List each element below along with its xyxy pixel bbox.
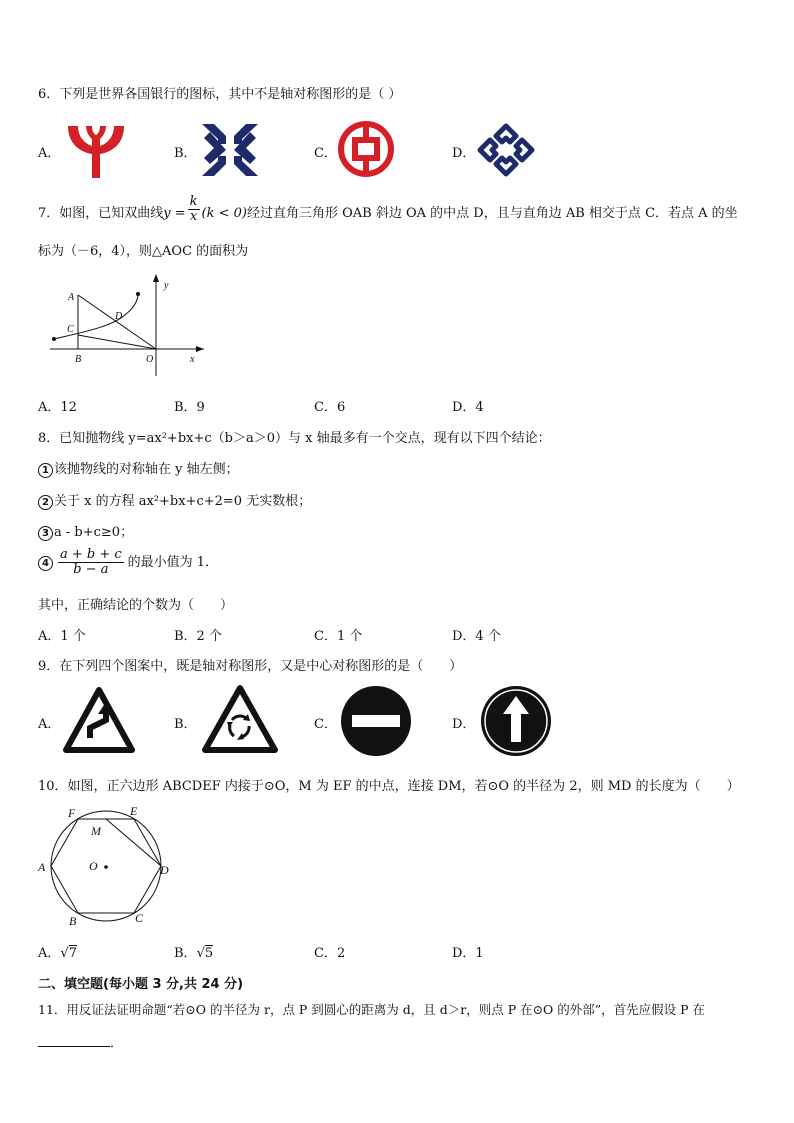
q7-formula-k: k bbox=[189, 194, 198, 209]
q8-conclusion-2 bbox=[38, 490, 311, 510]
bank-logo-b-icon bbox=[200, 122, 260, 178]
q10-label-e: E bbox=[130, 804, 138, 818]
q7-formula-y: y = bbox=[163, 206, 186, 221]
q10-segment-md bbox=[106, 819, 161, 866]
q6-option-c[interactable]: C． bbox=[314, 146, 337, 161]
q8-question: 其中，正确结论的个数为（ ） bbox=[38, 598, 234, 613]
bank-logo-c-icon bbox=[338, 121, 394, 177]
q10-option-c[interactable]: C．2 bbox=[314, 946, 346, 961]
q7-label-c: C bbox=[67, 324, 74, 335]
q10-label-m: M bbox=[91, 824, 101, 838]
q8-c3-text: a - b+c≥0； bbox=[54, 525, 134, 540]
q7-formula-cond: (k < 0) bbox=[201, 206, 247, 221]
q10-label-a: A bbox=[38, 860, 46, 874]
q7-stem-a: 7．如图，已知双曲线 bbox=[38, 206, 164, 221]
q6-option-a[interactable]: A． bbox=[38, 146, 61, 161]
section-heading: 二、填空题(每小题 3 分,共 24 分) bbox=[38, 977, 244, 992]
q8-option-b[interactable]: B．2 个 bbox=[174, 629, 222, 644]
q10-option-a-radicand: 7 bbox=[68, 946, 77, 961]
bank-logo-a-icon bbox=[64, 122, 128, 180]
q8-c1-text: 该抛物线的对称轴在 y 轴左侧； bbox=[54, 462, 239, 477]
q8-circle-2: 2 bbox=[38, 495, 53, 510]
q10-label-o: O bbox=[89, 859, 98, 873]
q7-label-x: x bbox=[190, 354, 195, 365]
q10-option-d[interactable]: D．1 bbox=[452, 946, 484, 961]
q10-option-b-radicand: 5 bbox=[204, 946, 214, 961]
q10-label-f: F bbox=[68, 806, 76, 820]
q7-label-b: B bbox=[75, 354, 82, 365]
q7-label-d: D bbox=[115, 311, 123, 322]
q11-tail: ． bbox=[110, 1036, 124, 1051]
q8-fraction bbox=[58, 548, 124, 577]
q10-center-dot bbox=[104, 865, 108, 869]
q8-option-a[interactable]: A．1 个 bbox=[38, 629, 86, 644]
q10-option-b[interactable] bbox=[174, 942, 213, 961]
q7-x-arrow-icon bbox=[196, 346, 204, 352]
q7-stem-c: 标为（－6，4），则△AOC 的面积为 bbox=[38, 244, 249, 259]
q11-answer-line bbox=[38, 1032, 123, 1051]
q7-option-a[interactable]: A．12 bbox=[38, 400, 77, 415]
q8-circle-1: 1 bbox=[38, 463, 53, 478]
q10-label-b: B bbox=[69, 914, 77, 928]
q7-stem-b: 经过直角三角形 OAB 斜边 OA 的中点 D，且与直角边 AB 相交于点 C．若点 A 的坐 bbox=[247, 206, 738, 221]
q8-option-d[interactable]: D．4 个 bbox=[452, 629, 501, 644]
q10-label-c: C bbox=[135, 911, 144, 925]
q10-stem: 10．如图，正六边形 ABCDEF 内接于⊙O，M 为 EF 的中点，连接 DM，若⊙O 的半径为 2，则 MD 的长度为（ ） bbox=[38, 779, 740, 794]
q6-option-d[interactable]: D． bbox=[452, 146, 476, 161]
q6-stem: 6．下列是世界各国银行的图标，其中不是轴对称图形的是（ ） bbox=[38, 87, 402, 102]
q10-figure bbox=[34, 804, 176, 928]
q7-option-b[interactable]: B．9 bbox=[174, 400, 205, 415]
q7-y-arrow-icon bbox=[153, 274, 159, 282]
q9-stem: 9．在下列四个图案中，既是轴对称图形，又是中心对称图形的是（ ） bbox=[38, 659, 463, 674]
traffic-sign-straight-arrow-icon bbox=[479, 684, 553, 758]
q7-option-d[interactable]: D．4 bbox=[452, 400, 484, 415]
q11-stem: 11．用反证法证明命题“若⊙O 的半径为 r，点 P 到圆心的距离为 d，且 d＞r，则点 P 在⊙O 的外部”，首先应假设 P 在 bbox=[38, 1002, 706, 1017]
q7-label-y: y bbox=[164, 280, 169, 291]
q10-option-b-prefix: B． bbox=[174, 946, 197, 961]
q8-c4-text: 的最小值为 1． bbox=[127, 555, 219, 570]
q7-option-c[interactable]: C．6 bbox=[314, 400, 346, 415]
q9-option-b[interactable]: B． bbox=[174, 717, 197, 732]
q8-conclusion-4 bbox=[38, 548, 218, 577]
sqrt-icon: √ bbox=[196, 946, 205, 961]
q9-option-d[interactable]: D． bbox=[452, 717, 476, 732]
q11-blank[interactable] bbox=[38, 1034, 110, 1047]
q8-frac-den: b − a bbox=[73, 562, 109, 577]
traffic-sign-curve-icon bbox=[62, 686, 136, 754]
q9-option-c[interactable]: C． bbox=[314, 717, 337, 732]
q8-option-c[interactable]: C．1 个 bbox=[314, 629, 363, 644]
q7-label-o: O bbox=[146, 354, 154, 365]
q8-circle-3: 3 bbox=[38, 526, 53, 541]
q7-label-a: A bbox=[68, 292, 75, 303]
traffic-sign-roundabout-icon bbox=[201, 684, 279, 754]
q8-circle-4: 4 bbox=[38, 556, 53, 571]
q8-conclusion-3 bbox=[38, 521, 133, 541]
q10-option-a[interactable] bbox=[38, 942, 77, 961]
q7-figure bbox=[44, 272, 214, 380]
q7-stem-line1 bbox=[38, 194, 738, 224]
traffic-sign-no-entry-icon bbox=[339, 684, 413, 758]
bank-logo-d-icon bbox=[476, 122, 536, 178]
q8-conclusion-1 bbox=[38, 458, 239, 478]
q7-curve-end-right bbox=[136, 292, 140, 296]
q6-option-b[interactable]: B． bbox=[174, 146, 197, 161]
q7-side-oc bbox=[78, 335, 156, 349]
q9-option-a[interactable]: A． bbox=[38, 717, 61, 732]
q10-option-a-prefix: A． bbox=[38, 946, 61, 961]
q7-curve-end-left bbox=[52, 337, 56, 341]
q7-formula-x: x bbox=[189, 209, 198, 224]
sqrt-icon: √ bbox=[60, 946, 69, 961]
q8-frac-num: a + b + c bbox=[60, 547, 122, 562]
q7-formula-fraction bbox=[188, 195, 200, 224]
q10-label-d: D bbox=[160, 863, 169, 877]
q8-c2-text: 关于 x 的方程 ax²+bx+c+2=0 无实数根； bbox=[54, 494, 312, 509]
q8-stem: 8．已知抛物线 y=ax²+bx+c（b＞a＞0）与 x 轴最多有一个交点，现有以下四个结论： bbox=[38, 431, 551, 446]
q7-side-oa bbox=[78, 295, 156, 349]
